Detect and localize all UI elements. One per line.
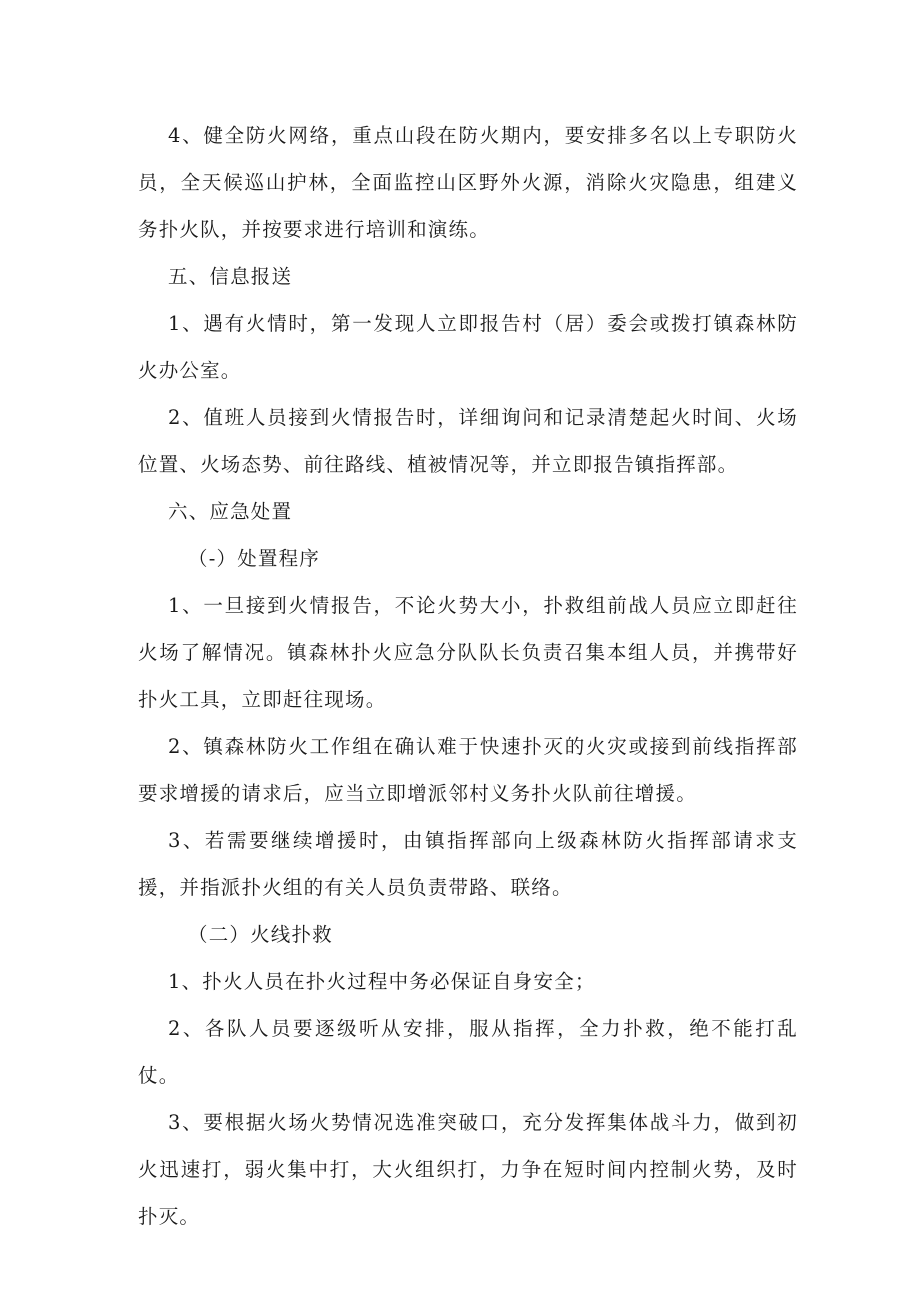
subheading-procedure: （-）处置程序 bbox=[188, 547, 320, 570]
paragraph-item-4-fire-network: 4、健全防火网络，重点山段在防火期内，要安排多名以上专职防火员，全天候巡山护林，全面监控山区野外火源，消除火灾隐患，组建义务扑火队，并按要求进行培训和演练。 bbox=[138, 124, 798, 241]
section-heading-emergency-response: 六、应急处置 bbox=[168, 500, 293, 523]
paragraph-request-support: 3、若需要继续增援时，由镇指挥部向上级森林防火指挥部请求支援，并指派扑火组的有关人员负责带路、联络。 bbox=[138, 829, 798, 899]
paragraph-report-fire: 1、遇有火情时，第一发现人立即报告村（居）委会或拨打镇森林防火办公室。 bbox=[138, 312, 798, 382]
section-heading-info-reporting: 五、信息报送 bbox=[168, 265, 293, 288]
document-body bbox=[138, 112, 798, 1240]
paragraph-reinforcement: 2、镇森林防火工作组在确认难于快速扑灭的火灾或接到前线指挥部要求增援的请求后，应当立即增派邻村义务扑火队前往增援。 bbox=[138, 735, 798, 805]
paragraph-duty-staff: 2、值班人员接到火情报告时，详细询问和记录清楚起火时间、火场位置、火场态势、前往路线、植被情况等，并立即报告镇指挥部。 bbox=[138, 406, 798, 476]
paragraph-follow-command: 2、各队人员要逐级听从安排，服从指挥，全力扑救，绝不能打乱仗。 bbox=[138, 1017, 798, 1087]
paragraph-breakthrough: 3、要根据火场火势情况选准突破口，充分发挥集体战斗力，做到初火迅速打，弱火集中打，大火组织打，力争在短时间内控制火势，及时扑灭。 bbox=[138, 1111, 798, 1228]
paragraph-safety: 1、扑火人员在扑火过程中务必保证自身安全； bbox=[168, 970, 596, 993]
paragraph-rush-to-scene: 1、一旦接到火情报告，不论火势大小，扑救组前战人员应立即赶往火场了解情况。镇森林扑火应急分队队长负责召集本组人员，并携带好扑火工具，立即赶往现场。 bbox=[138, 594, 798, 711]
subheading-fireline-rescue: （二）火线扑救 bbox=[188, 923, 333, 946]
